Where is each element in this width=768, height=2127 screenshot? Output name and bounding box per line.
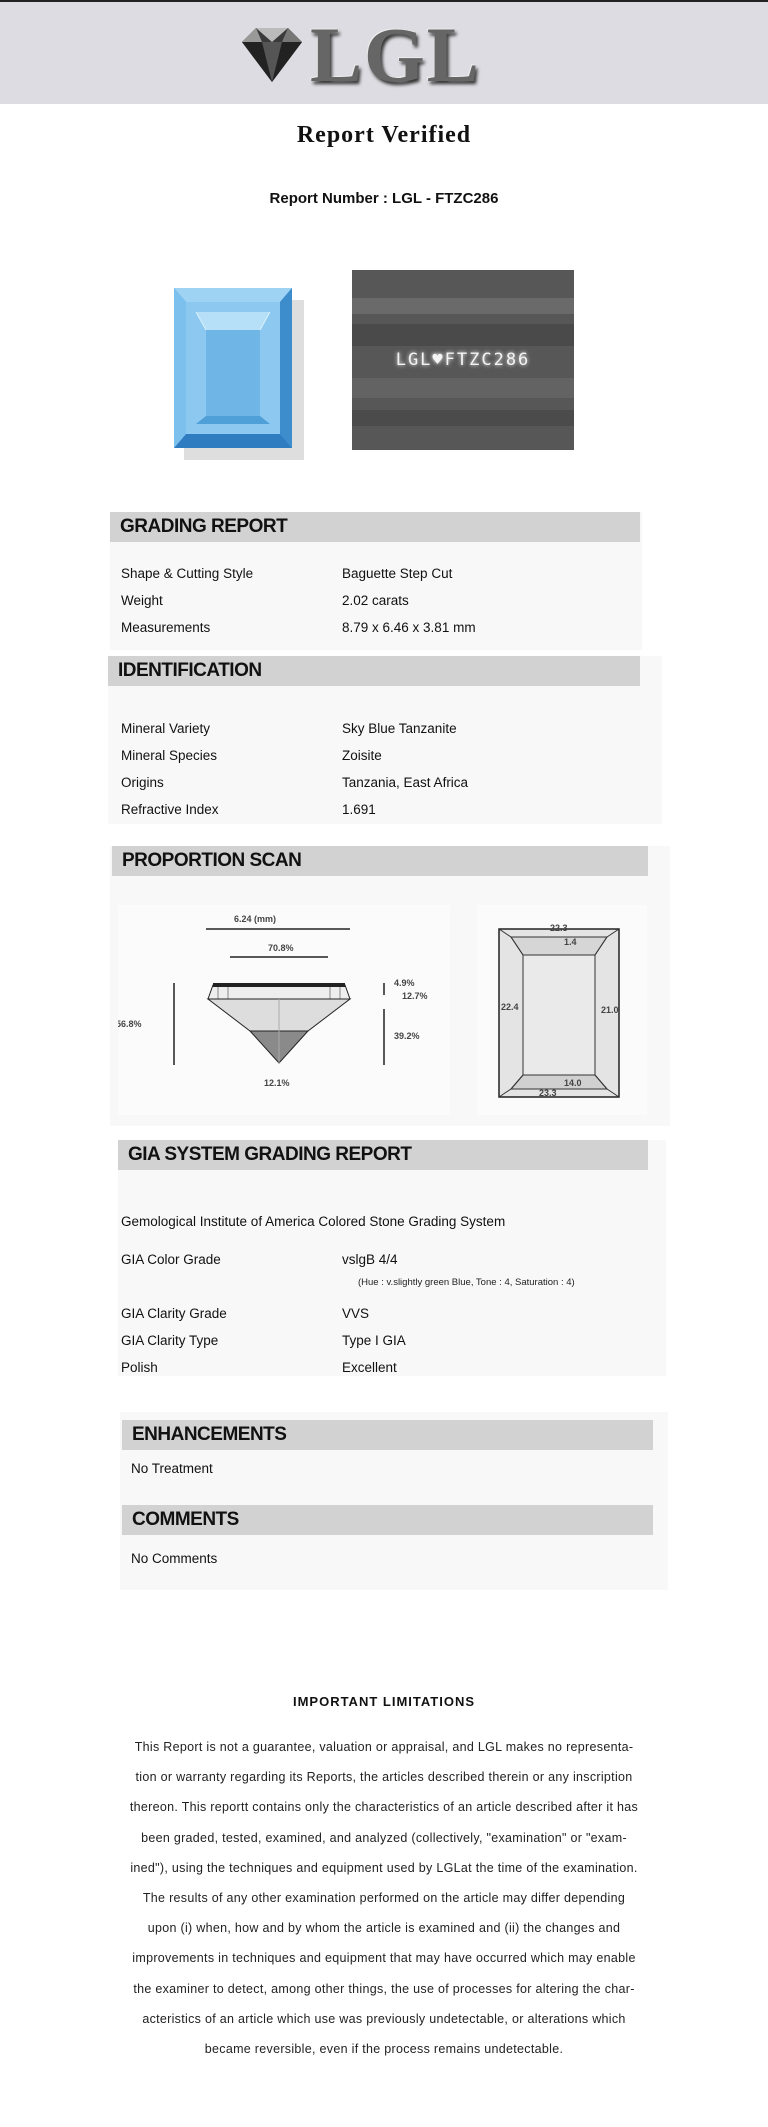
limitations-line: upon (i) when, how and by whom the article is examined and (ii) the changes and [147, 1921, 621, 1936]
limitations-line: The results of any other examination performed on the article may differ depending [142, 1891, 626, 1906]
gia-clarity-type-label: GIA Clarity Type [121, 1333, 219, 1348]
facet-right-label: 21.0 [601, 1005, 619, 1015]
measurements-value: 8.79 x 6.46 x 3.81 mm [342, 620, 476, 635]
total-depth-label: 56.8% [118, 1019, 142, 1029]
weight-label: Weight [121, 593, 163, 608]
limitations-line: tion or warranty regarding its Reports, the articles described therein or any inscription [135, 1770, 633, 1785]
facet-top-label: 22.3 [550, 923, 568, 933]
table-label: 70.8% [268, 943, 294, 953]
limitations-line: ined"), using the techniques and equipment used by LGLat the time of the examination. [130, 1860, 638, 1875]
limitations-line: been graded, tested, examined, and analyzed (collectively, "examination" or "exam- [141, 1830, 627, 1845]
refractive-index-label: Refractive Index [121, 802, 219, 817]
report-number: Report Number : LGL - FTZC286 [269, 190, 499, 207]
origins-label: Origins [121, 775, 164, 790]
crown-angle-label: 4.9% [394, 978, 415, 988]
logo-text: LGL [310, 11, 481, 98]
gia-clarity-grade-value: VVS [342, 1306, 370, 1321]
gia-color-value: vslgB 4/4 [342, 1252, 398, 1267]
width-label: 6.24 (mm) [234, 914, 277, 924]
proportion-scan-heading: PROPORTION SCAN [112, 846, 648, 876]
polish-label: Polish [121, 1360, 158, 1375]
inscription-text: LGL♥FTZC286 [395, 350, 531, 370]
gia-clarity-grade-label: GIA Clarity Grade [121, 1306, 227, 1321]
weight-value: 2.02 carats [342, 593, 409, 608]
pavilion-depth-label: 39.2% [394, 1031, 420, 1041]
facet-diagram [477, 905, 647, 1115]
measurements-label: Measurements [121, 620, 211, 635]
comments-text: No Comments [131, 1551, 218, 1566]
limitations-line: improvements in techniques and equipment that may have occurred which may enable [132, 1951, 636, 1966]
grading-report-heading: GRADING REPORT [110, 512, 640, 542]
lgl-logo[interactable] [232, 11, 492, 98]
facet-bottom-inner-label: 14.0 [564, 1078, 582, 1088]
polish-value: Excellent [342, 1360, 397, 1375]
facet-left-label: 22.4 [501, 1002, 519, 1012]
gia-color-note: (Hue : v.slightly green Blue, Tone : 4, Saturation : 4) [358, 1277, 575, 1288]
gia-clarity-type-value: Type I GIA [342, 1333, 406, 1348]
limitations-title: IMPORTANT LIMITATIONS [292, 1694, 476, 1709]
facet-bottom-label: 23.3 [539, 1088, 557, 1098]
report-title: Report Verified [296, 122, 472, 148]
limitations-line: acteristics of an article which use was previously undetectable, or alterations which [142, 2011, 626, 2026]
facet-top-inner-label: 1.4 [564, 937, 577, 947]
limitations-line: thereon. This reportt contains only the characteristics of an article described after it has [129, 1800, 639, 1815]
enhancements-text: No Treatment [131, 1461, 213, 1476]
refractive-index-value: 1.691 [342, 802, 376, 817]
identification-heading: IDENTIFICATION [108, 656, 640, 686]
crown-height-label: 12.7% [402, 991, 428, 1001]
diamond-icon [232, 16, 312, 92]
limitations-line: became reversible, even if the process remains undetectable. [204, 2042, 564, 2057]
gia-heading: GIA SYSTEM GRADING REPORT [118, 1140, 648, 1170]
limitations-line: This Report is not a guarantee, valuation or appraisal, and LGL makes no representa- [134, 1740, 634, 1754]
origins-value: Tanzania, East Africa [342, 775, 469, 790]
gia-intro: Gemological Institute of America Colored Stone Grading System [121, 1214, 506, 1229]
enhancements-heading: ENHANCEMENTS [122, 1420, 653, 1450]
profile-diagram [118, 905, 450, 1115]
laser-inscription-photo [352, 270, 574, 450]
culet-label: 12.1% [264, 1078, 290, 1088]
limitations-line: the examiner to detect, among other things, the use of processes for altering the char- [133, 1981, 635, 1996]
mineral-species-label: Mineral Species [121, 748, 218, 763]
gia-color-label: GIA Color Grade [121, 1252, 221, 1267]
mineral-species-value: Zoisite [342, 748, 382, 763]
limitations-text [118, 1732, 650, 2064]
shape-label: Shape & Cutting Style [121, 566, 254, 581]
comments-heading: COMMENTS [122, 1505, 653, 1535]
mineral-variety-label: Mineral Variety [121, 721, 211, 736]
gemstone-photo [134, 270, 326, 460]
shape-value: Baguette Step Cut [342, 566, 453, 581]
mineral-variety-value: Sky Blue Tanzanite [342, 721, 457, 736]
